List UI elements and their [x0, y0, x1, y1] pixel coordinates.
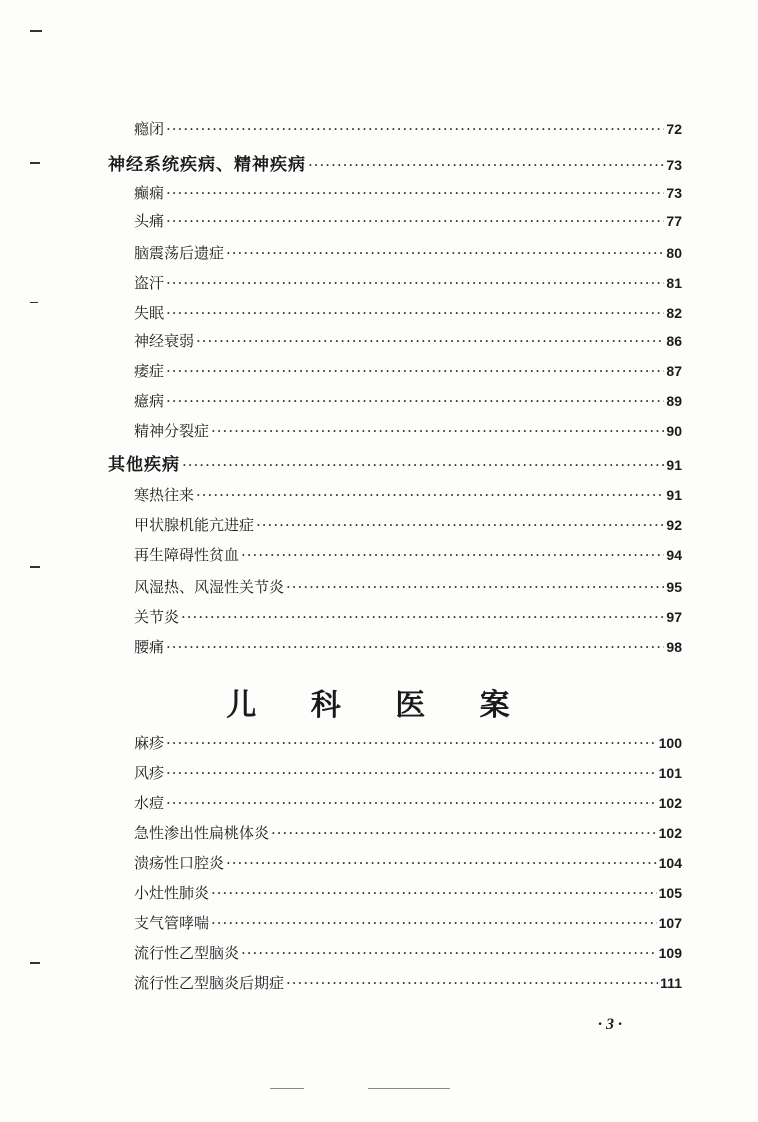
leader-dots [166, 790, 657, 816]
toc-row[interactable] [134, 180, 682, 206]
leader-dots [166, 760, 657, 786]
toc-section-title: 神经系统疾病、精神疾病 [108, 155, 306, 175]
toc-row[interactable] [134, 820, 682, 846]
scan-mark [30, 962, 40, 964]
toc-title: 腰痛 [134, 638, 165, 656]
toc-page: 90 [666, 423, 682, 439]
toc-title: 盗汗 [134, 274, 165, 292]
toc-row[interactable] [134, 418, 682, 444]
scan-mark [30, 30, 42, 32]
toc-row[interactable] [134, 208, 682, 234]
leader-dots [196, 482, 664, 508]
scan-mark [368, 1088, 450, 1089]
leader-dots [166, 180, 664, 206]
toc-page: 101 [658, 765, 682, 781]
toc-title: 流行性乙型脑炎后期症 [134, 974, 285, 992]
toc-row[interactable] [134, 760, 682, 786]
leader-dots [256, 512, 664, 538]
toc-row[interactable] [134, 604, 682, 630]
page-number: · 3 · [598, 1016, 622, 1033]
toc-row[interactable] [134, 270, 682, 296]
toc-title: 脑震荡后遗症 [134, 244, 225, 262]
toc-title: 癫痫 [134, 184, 165, 202]
toc-page: 95 [666, 579, 682, 595]
toc-row[interactable] [134, 388, 682, 414]
scan-mark [30, 302, 38, 303]
toc-title: 关节炎 [134, 608, 180, 626]
toc-page: 98 [666, 639, 682, 655]
toc-row[interactable] [134, 574, 682, 600]
leader-dots [166, 634, 664, 660]
toc-title: 甲状腺机能亢进症 [134, 516, 255, 534]
leader-dots [286, 970, 658, 996]
toc-page: 97 [666, 609, 682, 625]
leader-dots [211, 418, 664, 444]
toc-page: 104 [658, 855, 682, 871]
toc-title: 小灶性肺炎 [134, 884, 210, 902]
toc-page: 92 [666, 517, 682, 533]
toc-row[interactable] [134, 482, 682, 508]
leader-dots [166, 730, 657, 756]
toc-page: 72 [666, 121, 682, 137]
toc-title: 风湿热、风湿性关节炎 [134, 578, 285, 596]
toc-page: 77 [666, 213, 682, 229]
leader-dots [211, 880, 657, 906]
leader-dots [308, 152, 664, 178]
toc-title: 头痛 [134, 212, 165, 230]
toc-page: 86 [666, 333, 682, 349]
leader-dots [286, 574, 664, 600]
leader-dots [182, 452, 664, 478]
toc-title: 瘾闭 [134, 120, 165, 138]
toc-title: 失眠 [134, 304, 165, 322]
toc-row[interactable] [134, 850, 682, 876]
leader-dots [241, 940, 657, 966]
scan-mark [270, 1088, 304, 1089]
toc-page: 87 [666, 363, 682, 379]
toc-row[interactable] [134, 328, 682, 354]
toc-row[interactable] [134, 300, 682, 326]
toc-row[interactable] [134, 240, 682, 266]
toc-page: 91 [666, 487, 682, 503]
leader-dots [181, 604, 664, 630]
toc-title: 流行性乙型脑炎 [134, 944, 240, 962]
toc-row[interactable] [134, 730, 682, 756]
toc-row[interactable] [134, 542, 682, 568]
leader-dots [166, 358, 664, 384]
toc-title: 溃疡性口腔炎 [134, 854, 225, 872]
toc-title: 精神分裂症 [134, 422, 210, 440]
toc-page: 89 [666, 393, 682, 409]
leader-dots [166, 300, 664, 326]
leader-dots [196, 328, 664, 354]
leader-dots [166, 208, 664, 234]
toc-page: 82 [666, 305, 682, 321]
toc-page: 102 [658, 825, 682, 841]
toc-title: 麻疹 [134, 734, 165, 752]
toc-title: 神经衰弱 [134, 332, 195, 350]
leader-dots [226, 850, 657, 876]
leader-dots [271, 820, 657, 846]
toc-page: 100 [658, 735, 682, 751]
toc-row[interactable] [134, 512, 682, 538]
toc-page: 111 [660, 975, 682, 991]
leader-dots [166, 270, 664, 296]
toc-row[interactable] [134, 790, 682, 816]
leader-dots [166, 388, 664, 414]
toc-page: 107 [658, 915, 682, 931]
toc-section-row[interactable] [108, 152, 682, 178]
toc-page: 73 [666, 185, 682, 201]
toc-row[interactable] [134, 880, 682, 906]
toc-page: 81 [666, 275, 682, 291]
toc-section-row[interactable] [108, 452, 682, 478]
toc-title: 痿症 [134, 362, 165, 380]
scan-mark [30, 566, 40, 568]
scan-mark [30, 162, 40, 164]
toc-title: 支气管哮喘 [134, 914, 210, 932]
toc-page: 105 [658, 885, 682, 901]
toc-title: 急性渗出性扁桃体炎 [134, 824, 270, 842]
toc-title: 寒热往来 [134, 486, 195, 504]
leader-dots [226, 240, 664, 266]
toc-section-title: 其他疾病 [108, 455, 180, 475]
toc-row[interactable] [134, 910, 682, 936]
leader-dots [211, 910, 657, 936]
toc-row[interactable] [134, 116, 682, 142]
toc-page: 109 [658, 945, 682, 961]
toc-title: 再生障碍性贫血 [134, 546, 240, 564]
toc-page: 102 [658, 795, 682, 811]
toc-title: 水痘 [134, 794, 165, 812]
toc-title: 风疹 [134, 764, 165, 782]
toc-row[interactable] [134, 358, 682, 384]
toc-row[interactable] [134, 634, 682, 660]
toc-page: 73 [666, 157, 682, 173]
toc-row[interactable] [134, 940, 682, 966]
leader-dots [166, 116, 664, 142]
toc-page: 91 [666, 457, 682, 473]
toc-page: 94 [666, 547, 682, 563]
toc-row[interactable] [134, 970, 682, 996]
leader-dots [241, 542, 664, 568]
toc-title: 癔病 [134, 392, 165, 410]
toc-page: 80 [666, 245, 682, 261]
section-heading: 儿 科 医 案 [226, 688, 532, 723]
